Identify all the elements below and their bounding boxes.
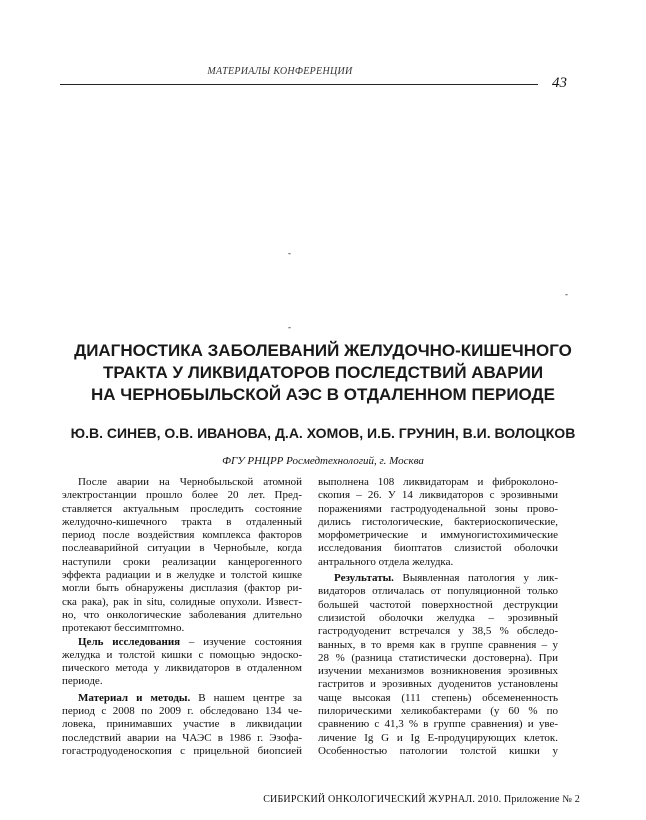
text-line: протекают бессимптомно.	[62, 622, 185, 635]
text-line: периоде.	[62, 675, 103, 688]
stray-mark: -	[288, 322, 291, 332]
text-line: гогастродуоденоскопия с прицельной биопсией	[62, 744, 302, 757]
results-label: Результаты.	[334, 572, 394, 585]
text-line: ванных, в то время как в группе сравнения – у	[318, 638, 558, 651]
text-line: последствий аварии на ЧАЭС в 1986 г. Эзофа-	[62, 731, 302, 744]
methods-text: В нашем центре за	[198, 691, 302, 704]
text-line: желудка и толстой кишки с помощью эндоско-	[62, 648, 302, 661]
text-line: гастродуоденит встречался у 38,5 % обследо-	[318, 625, 558, 638]
text-line: скопия – 26. У 14 ликвидаторов с эрозивными	[318, 489, 558, 502]
affiliation: ФГУ РНЦРР Росмедтехнологий, г. Москва	[222, 455, 424, 467]
left-column	[62, 476, 302, 758]
text-line: период после воздействия комплекса факторов	[62, 529, 302, 542]
text-line: период с 2008 по 2009 г. обследовано 134 че-	[62, 705, 302, 718]
text-line: ставляется актуальным проследить состояние	[62, 502, 302, 515]
text-line: пилорическими хеликобактерами (у 60 % по	[318, 705, 558, 718]
text-line: Особенностью патологии толстой кишки у	[318, 744, 558, 757]
article-title	[40, 340, 606, 406]
journal-footer: СИБИРСКИЙ ОНКОЛОГИЧЕСКИЙ ЖУРНАЛ. 2010. Приложение № 2	[263, 794, 580, 805]
text-line: поражениями гастродуоденальной зоны прово-	[318, 502, 558, 515]
text-line: морфометрические и иммуногистохимические	[318, 529, 558, 542]
text-line: ска рака), рак in situ, солидные опухоли. Извест-	[62, 595, 302, 608]
text-line: исследования биоптатов слизистой оболочки	[318, 542, 558, 555]
text-line: желудочно-кишечного тракта в отдаленный	[62, 515, 302, 528]
text-line: дились гистологические, бактериоскопические,	[318, 515, 558, 528]
title-line: НА ЧЕРНОБЫЛЬСКОЙ АЭС В ОТДАЛЕННОМ ПЕРИОДЕ	[90, 385, 556, 404]
text-line: послеаварийной ситуации в Чернобыле, когда	[62, 542, 302, 555]
text-line: сравнению с 41,3 % в группе сравнения) и уве-	[318, 718, 558, 731]
text-line: антрального отдела желудка.	[318, 555, 454, 568]
methods-line	[62, 692, 302, 705]
text-line: ловека, принимавших участие в ликвидации	[62, 718, 302, 731]
results-line	[318, 572, 558, 585]
text-line: личение Ig G и Ig E-продуцирующих клеток.	[318, 731, 558, 744]
results-text: Выявленная патология у лик-	[402, 572, 558, 585]
title-line: ТРАКТА У ЛИКВИДАТОРОВ ПОСЛЕДСТВИЙ АВАРИИ	[102, 363, 544, 382]
page-number: 43	[552, 75, 567, 91]
text-line: слизистой оболочки желудка – эрозивный	[318, 611, 558, 624]
text-line: электростанции прошло более 20 лет. Пред-	[62, 489, 302, 502]
text-line: наступили сроки реализации канцерогенного	[62, 555, 302, 568]
text-line: пического метода у ликвидаторов в отдаленном	[62, 662, 302, 675]
aim-label: Цель исследования	[78, 635, 181, 648]
header-rule	[60, 84, 538, 85]
running-header: МАТЕРИАЛЫ КОНФЕРЕНЦИИ	[207, 66, 353, 77]
text-line: эффекта радиации и в желудке и толстой кишке	[62, 569, 302, 582]
authors: Ю.В. СИНЕВ, О.В. ИВАНОВА, Д.А. ХОМОВ, И.Б. ГРУНИН, В.И. ВОЛОЦКОВ	[70, 425, 576, 441]
methods-label: Материал и методы.	[78, 691, 191, 704]
text-line: видаторов отличалась от популяционной только	[318, 585, 558, 598]
text-line: большей частотой поверхностной деструкции	[318, 598, 558, 611]
aim-line	[62, 636, 302, 649]
text-line: могли быть обнаружены дисплазия (фактор ри-	[62, 582, 302, 595]
stray-mark: -	[288, 248, 291, 258]
text-line: но, что онкологические заболевания длительно	[62, 608, 302, 621]
stray-mark: -	[565, 289, 568, 299]
text-line: гастритов и эрозивных дуоденитов установлены	[318, 678, 558, 691]
text-line: выполнена 108 ликвидаторам и фиброколоно-	[318, 476, 558, 488]
title-line: ДИАГНОСТИКА ЗАБОЛЕВАНИЙ ЖЕЛУДОЧНО-КИШЕЧНОГО	[74, 341, 572, 360]
text-line: 28 % (разница статистически достоверна). При	[318, 651, 558, 664]
aim-text: – изучение состояния	[188, 635, 302, 648]
text-line: изучении механизмов возникновения эрозивных	[318, 665, 558, 678]
text-line: чаще высокая (111 степень) обсемененность	[318, 691, 558, 704]
text-line: После аварии на Чернобыльской атомной	[78, 476, 302, 488]
right-column	[318, 476, 558, 758]
